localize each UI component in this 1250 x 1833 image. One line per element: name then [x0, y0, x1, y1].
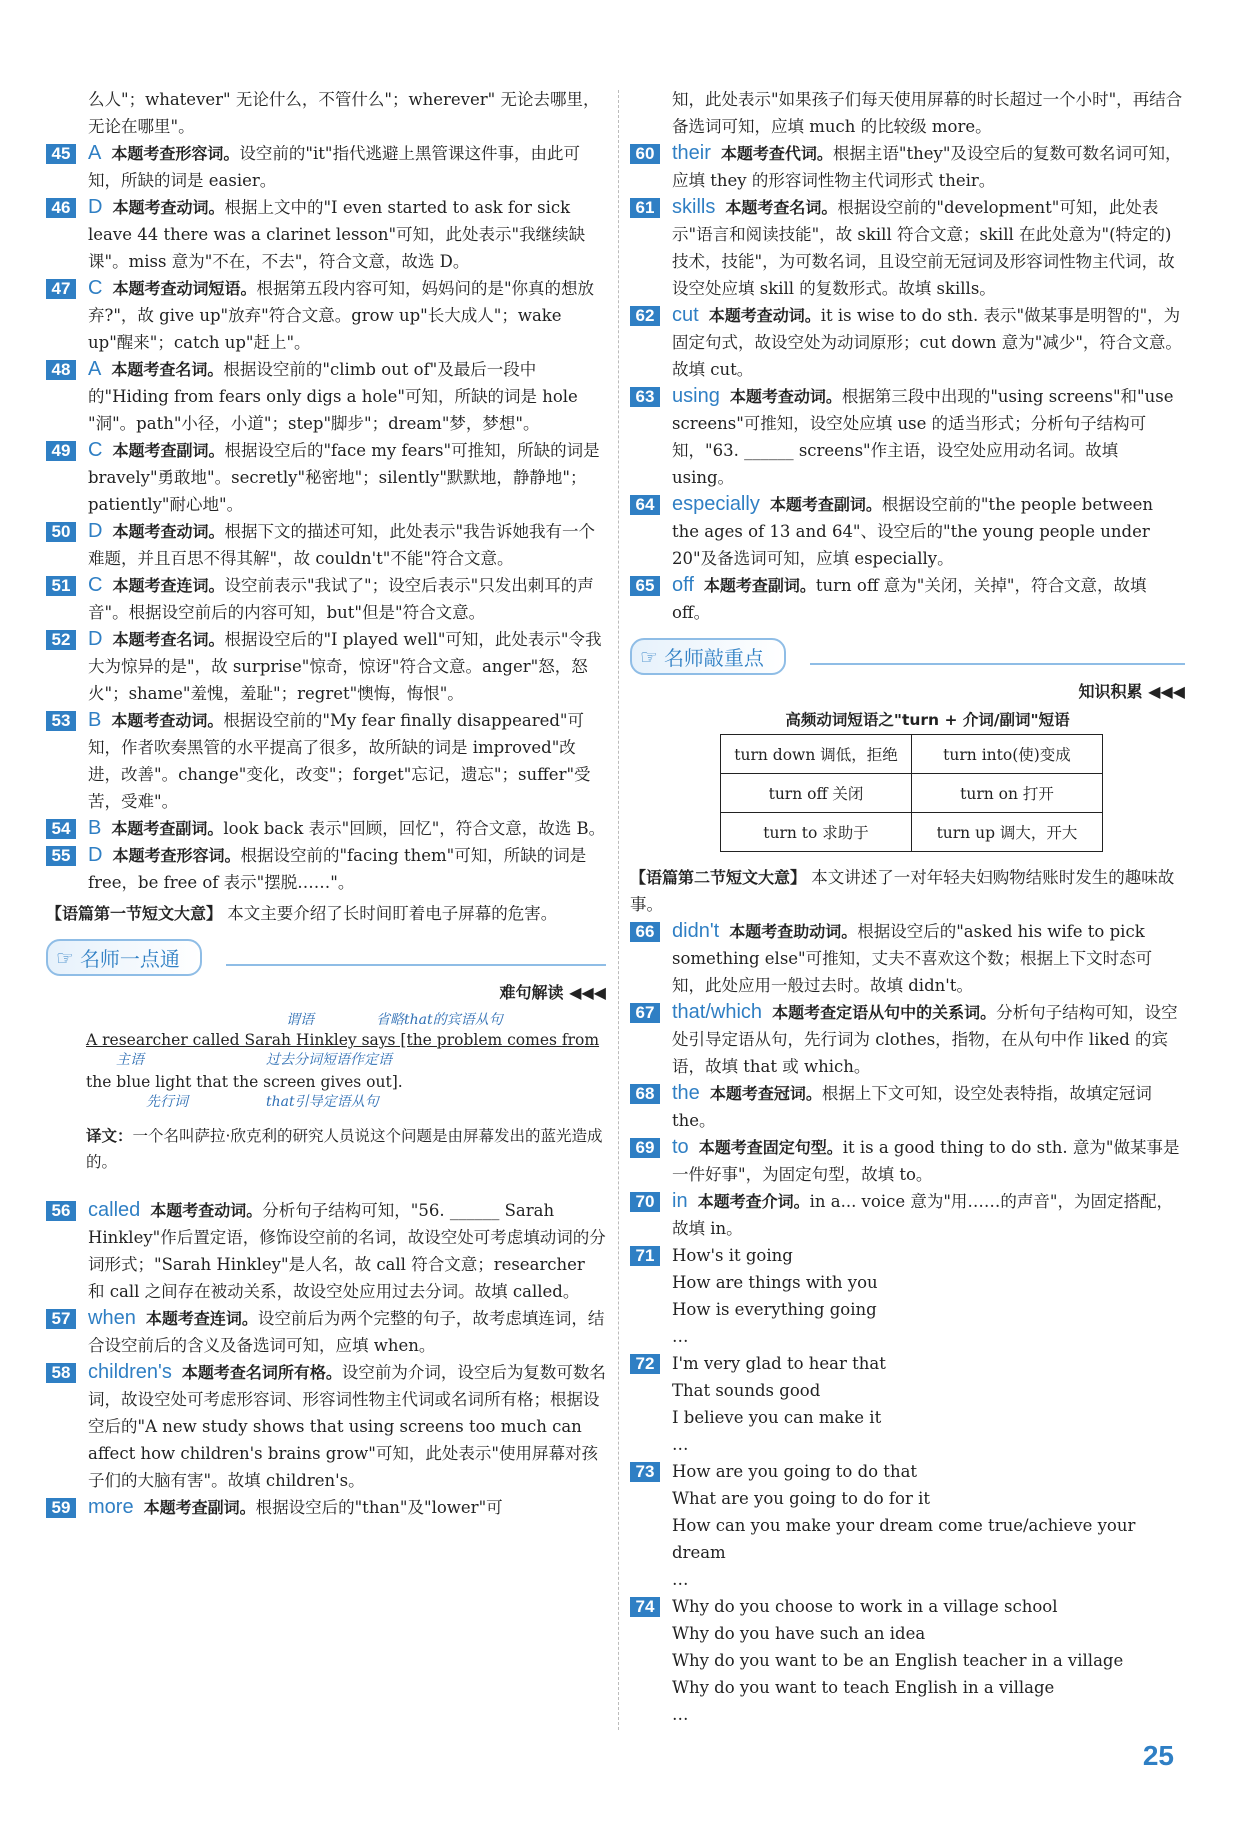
topic-keyword: 本题考查冠词。 — [709, 1084, 822, 1103]
answer-line: How are you going to do that — [672, 1462, 918, 1481]
explanation-text: 设空前表示"我试了"；设空后表示"只发出刺耳的声音"。根据设空前后的内容可知，but"但是"符合文意。 — [88, 576, 594, 622]
answer-list — [46, 1197, 606, 1521]
question-number: 58 — [46, 1363, 76, 1383]
hand-icon: ☞ — [56, 945, 74, 970]
answer-value: children's — [88, 1361, 172, 1383]
topic-keyword: 本题考查形容词。 — [112, 846, 241, 865]
answer-item — [630, 1458, 1185, 1593]
annot-omitted-that: 省略that的宾语从句 — [376, 1012, 503, 1028]
answer-item — [46, 140, 606, 194]
answer-value: B — [88, 709, 102, 731]
question-number: 65 — [630, 576, 660, 596]
explanation-text: 根据主语"they"及设空后的复数可数名词可知，应填 they 的形容词性物主代词形式 their。 — [672, 144, 1182, 190]
question-number: 69 — [630, 1138, 660, 1158]
topic-keyword: 本题考查动词。 — [112, 522, 225, 541]
answer-line: What are you going to do for it — [672, 1489, 930, 1508]
explanation-text: 根据设空前的"facing them"可知，所缺的词是 free，be free of 表示"摆脱……"。 — [88, 846, 587, 892]
page-number: 25 — [1142, 1740, 1174, 1771]
question-number: 68 — [630, 1084, 660, 1104]
question-number: 46 — [46, 198, 76, 218]
answer-value: A — [88, 358, 102, 380]
answer-line: … — [672, 1435, 689, 1454]
question-number: 67 — [630, 1003, 660, 1023]
answer-item — [630, 1242, 1185, 1350]
question-number: 62 — [630, 306, 660, 326]
table-row — [721, 774, 1103, 813]
answer-value: called — [88, 1199, 141, 1221]
summary-1-tag: 【语篇第一节短文大意】 — [46, 904, 223, 923]
question-number: 73 — [630, 1462, 660, 1482]
answer-item — [46, 1305, 606, 1359]
answer-value: didn't — [672, 920, 720, 942]
banner-key-points — [630, 638, 786, 675]
question-number: 64 — [630, 495, 660, 515]
explanation-text: 设空前的"it"指代逃避上黑管课这件事，由此可知，所缺的词是 easier。 — [88, 144, 580, 190]
table-row — [721, 735, 1103, 774]
answer-item — [630, 140, 1185, 194]
answer-line: … — [672, 1570, 689, 1589]
box-title-knowledge: 知识积累 ◀◀◀ — [1078, 682, 1185, 701]
table-title: 高频动词短语之"turn + 介词/副词"短语 — [785, 711, 1070, 729]
explanation-text: 根据设空后的"asked his wife to pick something else"可推知，丈夫不喜欢这个数；根据上下文时态可知，此处应用一般过去时。故填 didn't。 — [672, 922, 1153, 995]
question-number: 53 — [46, 711, 76, 731]
answer-line: How are things with you — [672, 1273, 878, 1292]
answer-item — [46, 572, 606, 626]
answer-value: especially — [672, 493, 760, 515]
sentence-line-1: A researcher called Sarah Hinkley says [the problem comes from — [86, 1031, 600, 1049]
answer-line: I'm very glad to hear that — [672, 1354, 886, 1373]
topic-keyword: 本题考查名词。 — [112, 630, 225, 649]
answer-value: more — [88, 1496, 134, 1518]
answer-item — [46, 815, 606, 842]
answer-item — [46, 437, 606, 518]
answer-value: off — [672, 574, 694, 596]
table-cell: turn into(使)变成 — [912, 735, 1103, 774]
question-number: 63 — [630, 387, 660, 407]
topic-keyword: 本题考查连词。 — [145, 1309, 258, 1328]
answer-value: C — [88, 277, 103, 299]
topic-keyword: 本题考查动词短语。 — [112, 279, 257, 298]
topic-keyword: 本题考查助动词。 — [729, 922, 858, 941]
question-number: 70 — [630, 1192, 660, 1212]
answer-value: D — [88, 844, 103, 866]
question-number: 72 — [630, 1354, 660, 1374]
answer-line: Why do you have such an idea — [672, 1624, 926, 1643]
explanation-text: 根据设空后的"than"及"lower"可 — [255, 1498, 503, 1517]
question-number: 47 — [46, 279, 76, 299]
answer-value: that/which — [672, 1001, 763, 1023]
answer-line: That sounds good — [672, 1381, 821, 1400]
answer-value: skills — [672, 196, 716, 218]
question-number: 51 — [46, 576, 76, 596]
answer-item — [630, 918, 1185, 999]
answer-item — [46, 356, 606, 437]
answer-line: Why do you choose to work in a village school — [672, 1597, 1058, 1616]
answer-line: How is everything going — [672, 1300, 877, 1319]
banner-key-points-label: 名师敲重点 — [663, 646, 764, 670]
explanation-text: 分析句子结构可知，"56. ______ Sarah Hinkley"作后置定语，修饰设空前的名词，故设空处可考虑填动词的分词形式；"Sarah Hinkley"是人名，故 call 符合文意；researcher 和 call 之间存在被动关系，故设空处应用过去分词。故填 called。 — [88, 1201, 606, 1301]
answer-value: C — [88, 439, 103, 461]
question-number: 57 — [46, 1309, 76, 1329]
topic-keyword: 本题考查名词。 — [111, 360, 224, 379]
answer-item — [630, 1188, 1185, 1242]
explanation-text: look back 表示"回顾，回忆"，符合文意，故选 B。 — [223, 819, 606, 838]
translation — [86, 1123, 606, 1175]
answer-item — [46, 707, 606, 815]
answer-item — [630, 999, 1185, 1080]
annot-predicate: 谓语 — [286, 1012, 314, 1028]
explanation-text: 根据设空前的"the people between the ages of 13 and 64"、设空后的"the young people under 20"及备选词可知，应填 especially。 — [672, 495, 1154, 568]
question-number: 48 — [46, 360, 76, 380]
answer-item — [46, 275, 606, 356]
explanation-text: in a... voice 意为"用……的声音"，为固定搭配，故填 in。 — [672, 1192, 1174, 1238]
banner-underline — [810, 663, 1185, 665]
annot-antecedent: 先行词 — [146, 1094, 188, 1110]
summary-1-text: 本文主要介绍了长时间盯着电子屏幕的危害。 — [227, 904, 558, 923]
explanation-text: 根据设空后的"face my fears"可推知，所缺的词是 bravely"勇敢地"。secretly"秘密地"；silently"默默地，静静地"；patiently"耐心地"。 — [88, 441, 600, 514]
answer-value: when — [88, 1307, 136, 1329]
intro-text: 么人"；whatever" 无论什么，不管什么"；wherever" 无论去哪里，无论在哪里"。 — [88, 90, 600, 136]
explanation-text: 根据上下文可知，设空处表特指，故填定冠词 the。 — [672, 1084, 1152, 1130]
answer-value: in — [672, 1190, 688, 1212]
topic-keyword: 本题考查代词。 — [720, 144, 833, 163]
topic-keyword: 本题考查动词。 — [111, 711, 224, 730]
translation-text: 一个名叫萨拉·欣克利的研究人员说这个问题是由屏幕发出的蓝光造成的。 — [86, 1127, 603, 1171]
answer-line: How's it going — [672, 1246, 793, 1265]
answer-line: I believe you can make it — [672, 1408, 882, 1427]
hand-icon: ☞ — [640, 644, 658, 669]
answer-item — [630, 572, 1185, 626]
topic-keyword: 本题考查动词。 — [708, 306, 821, 325]
answer-item — [630, 1593, 1185, 1728]
answer-line: … — [672, 1327, 689, 1346]
answer-list — [630, 140, 1185, 626]
answer-item — [630, 491, 1185, 572]
topic-keyword: 本题考查固定句型。 — [698, 1138, 843, 1157]
question-number: 49 — [46, 441, 76, 461]
answer-item — [46, 842, 606, 896]
explanation-text: 根据第三段中出现的"using screens"和"use screens"可推知，设空处应填 use 的适当形式；分析句子结构可知，"63. ______ screens"作主语，设空处应用动名词。故填 using。 — [672, 387, 1174, 487]
question-number: 45 — [46, 144, 76, 164]
question-number: 71 — [630, 1246, 660, 1266]
left-column — [46, 86, 606, 1521]
answer-item — [46, 1197, 606, 1305]
explanation-text: it is a good thing to do sth. 意为"做某事是一件好事"，为固定句型，故填 to。 — [672, 1138, 1180, 1184]
table-cell: turn up 调大，开大 — [912, 813, 1103, 852]
answer-item — [630, 1134, 1185, 1188]
answer-value: A — [88, 142, 102, 164]
table-cell: turn off 关闭 — [721, 774, 912, 813]
banner-underline — [226, 964, 606, 966]
topic-keyword: 本题考查动词。 — [112, 198, 225, 217]
topic-keyword: 本题考查定语从句中的关系词。 — [772, 1003, 997, 1022]
right-column — [630, 86, 1185, 1728]
answer-value: D — [88, 196, 103, 218]
question-number: 54 — [46, 819, 76, 839]
explanation-text: 设空前后为两个完整的句子，故考虑填连词，结合设空前后的含义及备选词可知，应填 when。 — [88, 1309, 605, 1355]
table-row — [721, 813, 1103, 852]
explanation-text: 根据下文的描述可知，此处表示"我告诉她我有一个难题，并且百思不得其解"，故 couldn't"不能"符合文意。 — [88, 522, 596, 568]
answer-item — [630, 194, 1185, 302]
answer-item — [630, 1080, 1185, 1134]
answer-line: … — [672, 1705, 689, 1724]
sentence-line-2: the blue light that the screen gives out]. — [86, 1073, 403, 1091]
explanation-text: 设空前为介词，设空后为复数可数名词，故设空处可考虑形容词、形容词性物主代词或名词所有格；根据设空后的"A new study shows that using screens too much can affect how children's brains grow"可知，此处表示"使用屏幕对孩子们的大脑有害"。故填 children's。 — [88, 1363, 606, 1490]
banner-tip — [46, 939, 202, 976]
annot-that-clause: that引导定语从句 — [266, 1094, 379, 1110]
question-number: 66 — [630, 922, 660, 942]
explanation-text: 分析句子结构可知，设空处引导定语从句，先行词为 clothes，指物，在从句中作 liked 的宾语，故填 that 或 which。 — [672, 1003, 1178, 1076]
answer-item — [46, 1494, 606, 1521]
answer-line: Why do you want to teach English in a village — [672, 1678, 1055, 1697]
box-title-difficult-sentence: 难句解读 ◀◀◀ — [499, 983, 606, 1002]
summary-2 — [630, 864, 1185, 918]
answer-value: B — [88, 817, 102, 839]
explanation-text: turn off 意为"关闭，关掉"，符合文意，故填 off。 — [672, 576, 1147, 622]
banner-tip-label: 名师一点通 — [79, 947, 180, 971]
question-number: 60 — [630, 144, 660, 164]
topic-keyword: 本题考查介词。 — [697, 1192, 810, 1211]
topic-keyword: 本题考查副词。 — [111, 819, 224, 838]
question-number: 56 — [46, 1201, 76, 1221]
translation-label: 译文： — [86, 1127, 133, 1145]
column-divider — [618, 90, 619, 1730]
table-cell: turn to 求助于 — [721, 813, 912, 852]
answer-value: the — [672, 1082, 700, 1104]
question-number: 59 — [46, 1498, 76, 1518]
answer-value: D — [88, 520, 103, 542]
answer-item — [630, 1350, 1185, 1458]
answer-item — [630, 302, 1185, 383]
explanation-text: 根据设空前的"My fear finally disappeared"可知，作者吹奏黑管的水平提高了很多，故所缺的词是 improved"改进，改善"。change"变化，改变"；forget"忘记，遗忘"；suffer"受苦，受难"。 — [88, 711, 591, 811]
answer-value: C — [88, 574, 103, 596]
answer-value: cut — [672, 304, 699, 326]
question-number: 52 — [46, 630, 76, 650]
topic-keyword: 本题考查名词所有格。 — [181, 1363, 342, 1382]
question-number: 50 — [46, 522, 76, 542]
answer-line: Why do you want to be an English teacher in a village — [672, 1651, 1124, 1670]
answer-item — [630, 383, 1185, 491]
table-cell: turn down 调低，拒绝 — [721, 735, 912, 774]
answer-value: their — [672, 142, 711, 164]
annot-subject: 主语 — [116, 1052, 144, 1068]
sentence-analysis — [86, 1009, 606, 1113]
answer-item — [46, 194, 606, 275]
answer-list — [46, 140, 606, 896]
question-number: 55 — [46, 846, 76, 866]
topic-keyword: 本题考查副词。 — [112, 441, 225, 460]
question-number: 74 — [630, 1597, 660, 1617]
topic-keyword: 本题考查形容词。 — [111, 144, 240, 163]
continued-text: 知，此处表示"如果孩子们每天使用屏幕的时长超过一个小时"，再结合备选词可知，应填 much 的比较级 more。 — [672, 90, 1183, 136]
explanation-text: 根据第五段内容可知，妈妈问的是"你真的想放弃?"，故 give up"放弃"符合文意。grow up"长大成人"；wake up"醒来"；catch up"赶上"。 — [88, 279, 595, 352]
summary-1 — [46, 900, 606, 927]
answer-item — [46, 518, 606, 572]
answer-value: D — [88, 628, 103, 650]
table-cell: turn on 打开 — [912, 774, 1103, 813]
topic-keyword: 本题考查副词。 — [703, 576, 816, 595]
explanation-text: it is wise to do sth. 表示"做某事是明智的"，为固定句式，故设空处为动词原形；cut down 意为"减少"，符合文意。故填 cut。 — [672, 306, 1182, 379]
summary-2-text: 本文讲述了一对年轻夫妇购物结账时发生的趣味故事。 — [630, 868, 1175, 914]
topic-keyword: 本题考查副词。 — [143, 1498, 256, 1517]
answer-value: using — [672, 385, 720, 407]
answer-item — [46, 1359, 606, 1494]
topic-keyword: 本题考查动词。 — [150, 1201, 263, 1220]
answer-list — [630, 918, 1185, 1242]
answer-item — [46, 626, 606, 707]
answer-list — [630, 1242, 1185, 1728]
answer-value: to — [672, 1136, 689, 1158]
explanation-text: 根据设空前的"climb out of"及最后一段中的"Hiding from fears only digs a hole"可知，所缺的词是 hole "洞"。path"小径，小道"；step"脚步"；dream"梦，梦想"。 — [88, 360, 578, 433]
question-number: 61 — [630, 198, 660, 218]
topic-keyword: 本题考查副词。 — [769, 495, 882, 514]
answer-line: How can you make your dream come true/achieve your dream — [672, 1516, 1136, 1562]
annot-past-participle: 过去分词短语作定语 — [266, 1052, 392, 1068]
summary-2-tag: 【语篇第二节短文大意】 — [630, 868, 807, 887]
topic-keyword: 本题考查动词。 — [729, 387, 842, 406]
topic-keyword: 本题考查名词。 — [725, 198, 838, 217]
explanation-text: 根据上文中的"I even started to ask for sick leave 44 there was a clarinet lesson"可知，此处表示"我继续缺课"。miss 意为"不在，不去"，符合文意，故选 D。 — [88, 198, 586, 271]
phrase-table — [720, 734, 1103, 852]
explanation-text: 根据设空前的"development"可知，此处表示"语言和阅读技能"，故 skill 符合文意；skill 在此处意为"(特定的)技术，技能"，为可数名词，且设空前无冠词及形容词性物主代词，故设空处应填 skill 的复数形式。故填 skills。 — [672, 198, 1175, 298]
explanation-text: 根据设空后的"I played well"可知，此处表示"令我大为惊异的是"，故 surprise"惊奇，惊讶"符合文意。anger"怒，怒火"；shame"羞愧，羞耻"；regret"懊悔，悔恨"。 — [88, 630, 602, 703]
topic-keyword: 本题考查连词。 — [112, 576, 225, 595]
